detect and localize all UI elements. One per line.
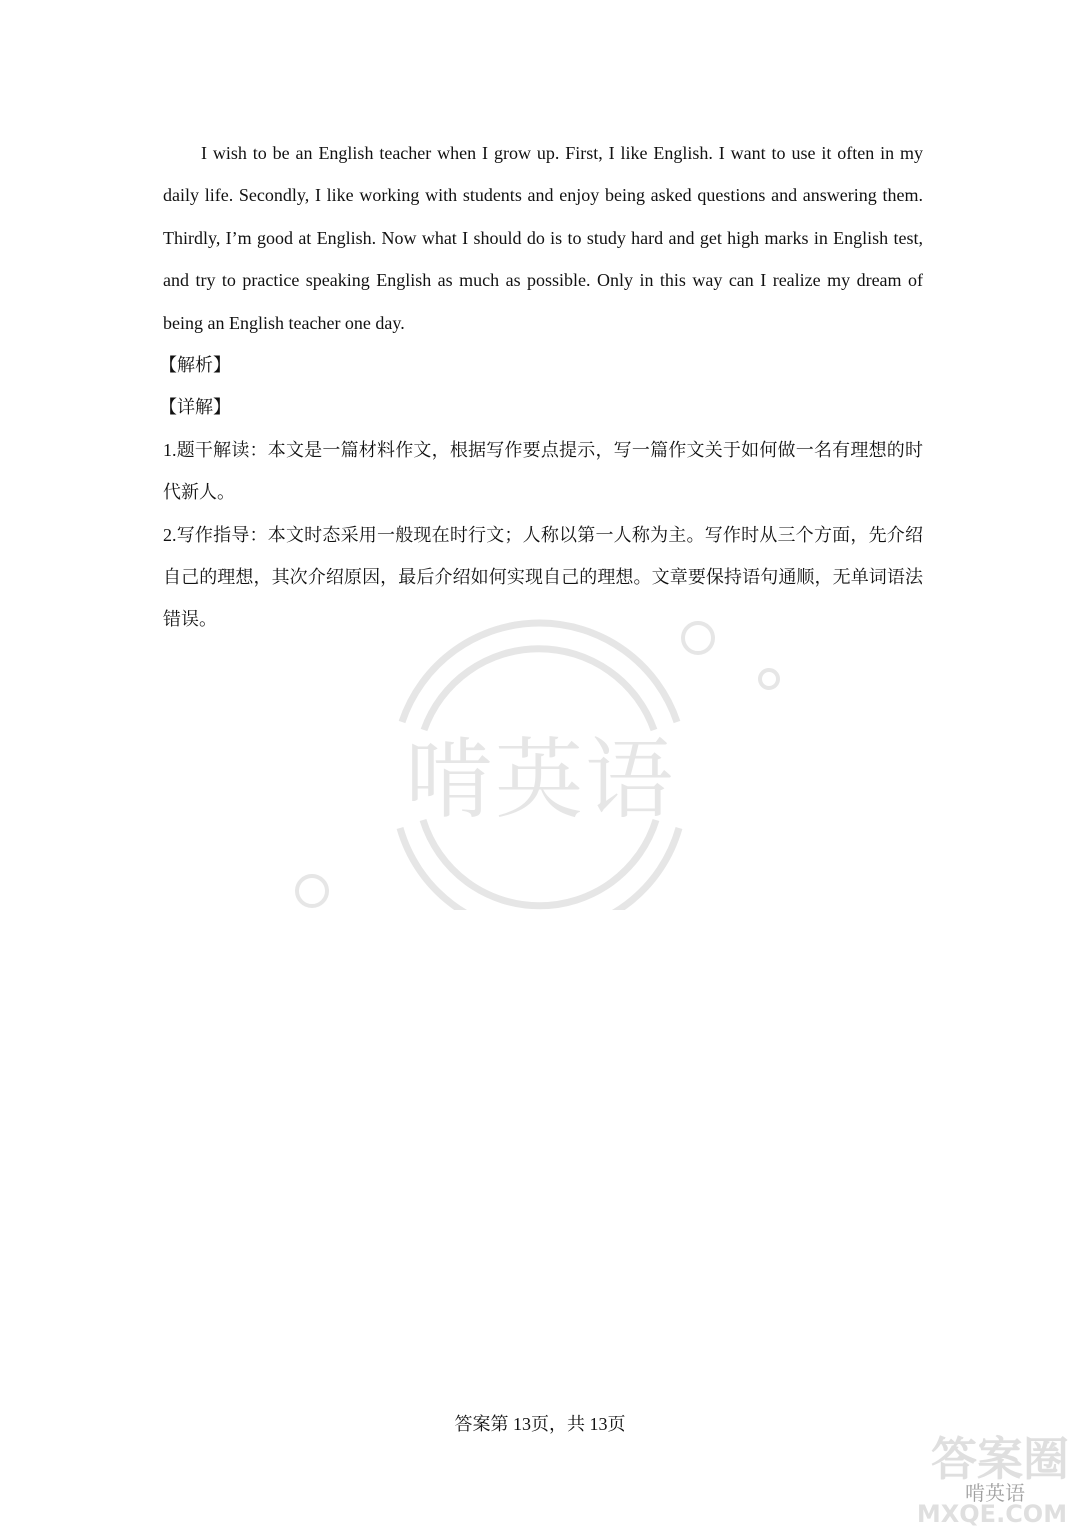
corner-logo-top: 答案圈	[931, 1432, 1069, 1486]
analysis-heading: 【解析】	[159, 355, 231, 376]
watermark-dot-large	[683, 623, 713, 653]
watermark-dot-small	[760, 670, 778, 688]
essay-paragraph: I wish to be an English teacher when I grow up. First, I like English. I want to use it often in my daily life. Secondly, I like working with students and enjoy being asked questions and answering them. Thirdly, I’m good at English. Now what I should do is to study hard and get high marks in English test, and try to practice speaking English as much as possible. Only in this way can I realize my dream of being an English teacher one day.	[163, 143, 923, 333]
watermark-logo	[292, 610, 792, 910]
detail-point-2: 2.写作指导：本文时态采用一般现在时行文；人称以第一人称为主。写作时从三个方面，先介绍自己的理想，其次介绍原因，最后介绍如何实现自己的理想。文章要保持语句通顺，无单词语法错误。	[163, 524, 923, 630]
page-content	[159, 132, 923, 641]
corner-watermark-logo	[880, 1410, 1080, 1527]
corner-logo-bottom: MXQE.COM	[916, 1500, 1068, 1527]
detail-heading: 【详解】	[159, 397, 231, 418]
watermark-dot-left	[297, 876, 327, 906]
watermark-text: 啃英语	[404, 728, 676, 831]
detail-point-1: 1.题干解读：本文是一篇材料作文，根据写作要点提示，写一篇作文关于如何做一名有理想的时代新人。	[163, 439, 923, 503]
corner-logo-mid: 啃英语	[965, 1481, 1025, 1505]
page-footer: 答案第 13页，共 13页	[454, 1414, 626, 1434]
